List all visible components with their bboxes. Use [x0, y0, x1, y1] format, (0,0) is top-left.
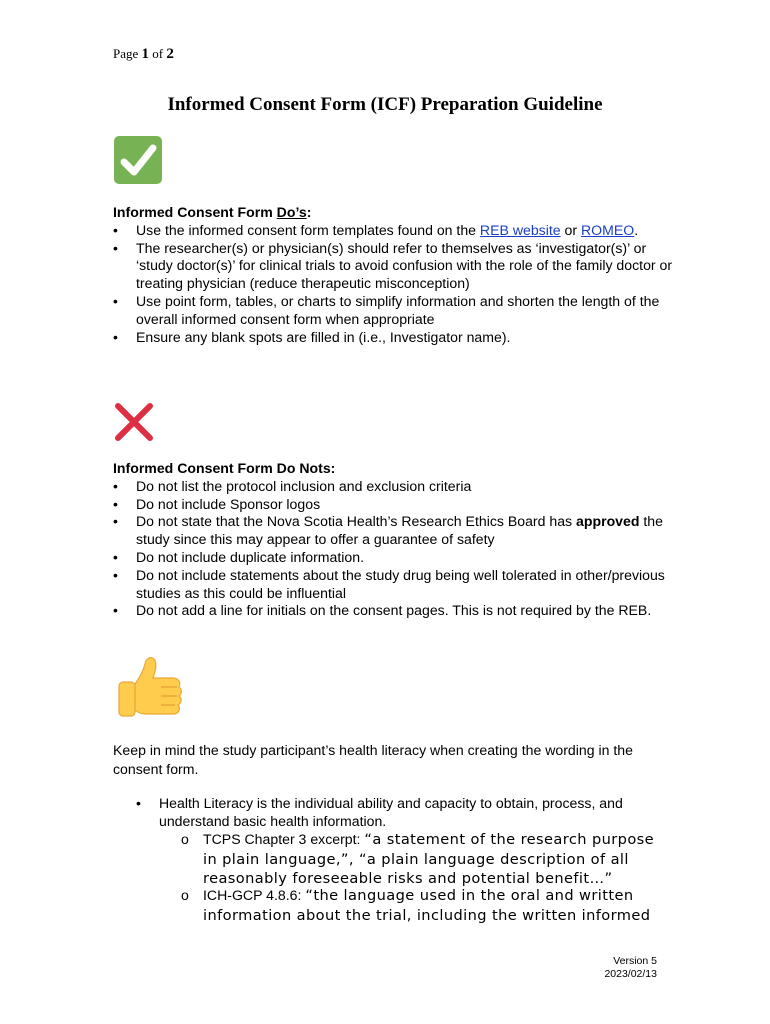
reb-website-link[interactable]: REB website	[479, 221, 561, 238]
green-check-icon	[114, 136, 162, 184]
list-item: • Do not include Sponsor logos	[113, 496, 673, 514]
page-number: Page 1 of 2	[113, 46, 174, 62]
list-item: • Use the informed consent form templates found on the REB website or ROMEO.	[113, 222, 673, 240]
health-literacy-intro: Keep in mind the study participant’s health literacy when creating the wording in the consent form.	[113, 742, 633, 777]
ich-gcp-excerpt: o ICH-GCP 4.8.6: “the language used in the oral and written information about the trial, including the written informed	[181, 887, 651, 924]
donots-heading: Informed Consent Form Do Nots:	[113, 460, 336, 476]
dos-section	[113, 204, 673, 346]
tcps-excerpt: o TCPS Chapter 3 excerpt: “a statement of the research purpose in plain language,”, “a plain language description of all reasonably foreseeable risks and potential benefit…”	[181, 831, 655, 887]
dos-heading: Informed Consent Form Do’s:	[113, 204, 312, 220]
list-item: • Do not include statements about the study drug being well tolerated in other/previous studies as this could be influential	[113, 567, 673, 603]
version-date: 2023/02/13	[604, 968, 657, 980]
romeo-link[interactable]: ROMEO	[580, 221, 635, 238]
list-item: • Do not state that the Nova Scotia Health’s Research Ethics Board has approved the study since this may appear to offer a guarantee of safety	[113, 513, 673, 549]
version-footer	[604, 955, 657, 981]
list-item: • Use point form, tables, or charts to simplify information and shorten the length of the overall informed consent form when appropriate	[113, 293, 673, 329]
version-label: Version 5	[613, 955, 657, 967]
health-literacy-bullet: • Health Literacy is the individual ability and capacity to obtain, process, and understand basic health information.	[136, 795, 623, 829]
page-title: Informed Consent Form (ICF) Preparation Guideline	[167, 94, 603, 115]
donots-section	[113, 460, 673, 620]
dos-list	[113, 222, 673, 347]
thumbs-up-icon	[113, 652, 187, 726]
list-item: • Do not include duplicate information.	[113, 549, 673, 567]
red-cross-icon	[113, 401, 155, 443]
list-item: • The researcher(s) or physician(s) should refer to themselves as ‘investigator(s)’ or ‘study doctor(s)’ for clinical trials to avoid confusion with the role of the family doctor or treating physician (reduce therapeutic misconception)	[113, 240, 673, 293]
list-item: • Ensure any blank spots are filled in (i.e., Investigator name).	[113, 329, 673, 347]
donots-list	[113, 478, 673, 620]
list-item: • Do not add a line for initials on the consent pages. This is not required by the REB.	[113, 602, 673, 620]
list-item: • Do not list the protocol inclusion and exclusion criteria	[113, 478, 673, 496]
